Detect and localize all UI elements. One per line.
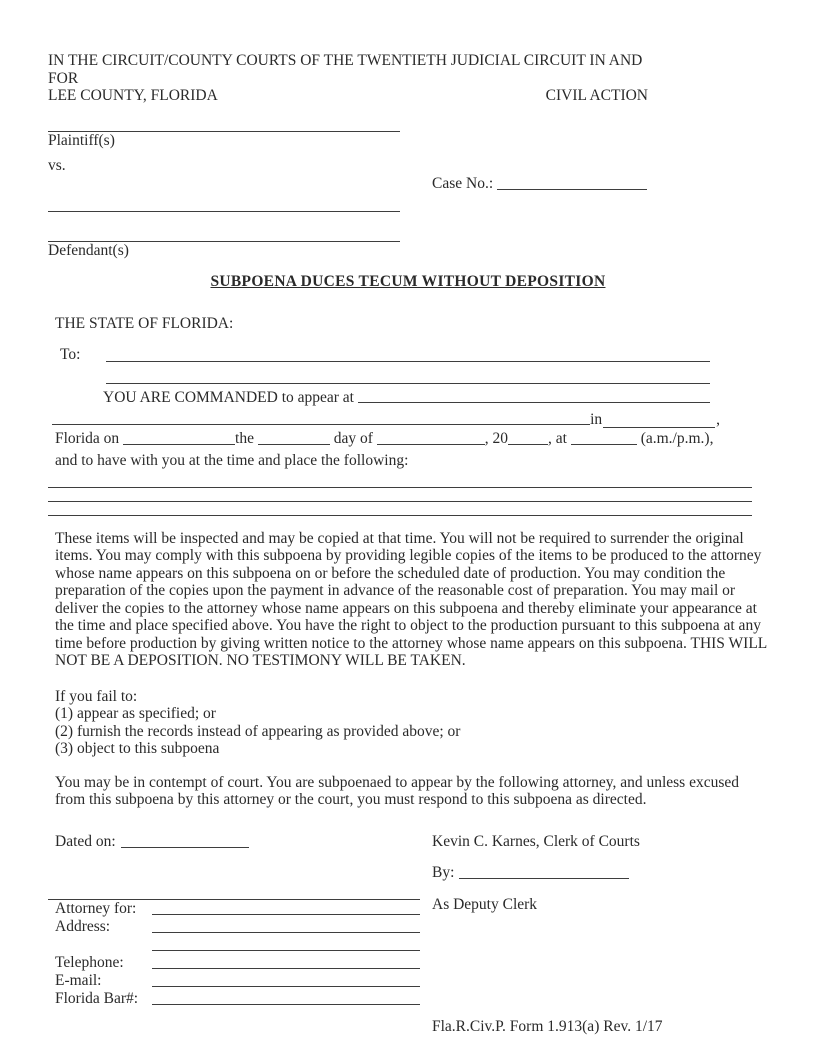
- signature-right-column: [432, 833, 768, 1008]
- to-recipient-field-2[interactable]: [106, 362, 710, 384]
- address-field-1[interactable]: [152, 918, 420, 933]
- to-recipient-lines: [106, 340, 710, 384]
- defendant-field-1[interactable]: [48, 211, 400, 212]
- fail-intro: If you fail to:: [55, 687, 138, 705]
- case-number-field[interactable]: [497, 177, 647, 190]
- dated-on-field[interactable]: [121, 835, 249, 848]
- address-row: [48, 918, 420, 936]
- location-continuation-row: [48, 406, 720, 428]
- items-list-field-2[interactable]: [48, 488, 752, 502]
- fail-item-3: (3) object to this subpoena: [55, 740, 220, 757]
- fail-item-1: (1) appear as specified; or: [55, 705, 216, 722]
- case-number-row: [432, 175, 768, 195]
- day-field[interactable]: [258, 432, 330, 445]
- items-list-field-1[interactable]: [48, 470, 752, 488]
- fail-section: [48, 688, 768, 758]
- day-of-text: day of: [333, 430, 373, 447]
- the-text: the: [235, 430, 254, 447]
- items-list-field-3[interactable]: [48, 502, 752, 516]
- weekday-field[interactable]: [123, 432, 235, 445]
- month-field[interactable]: [377, 432, 485, 445]
- florida-bar-field[interactable]: [152, 990, 420, 1005]
- appear-location-field[interactable]: [358, 384, 710, 403]
- at-text: , at: [548, 430, 567, 447]
- comma-text: ,: [716, 410, 720, 428]
- dated-on-row: [48, 833, 432, 853]
- signature-left-column: [48, 833, 432, 1008]
- defendant-label: Defendant(s): [48, 241, 129, 259]
- florida-on-text: Florida on: [55, 430, 120, 447]
- form-citation: Fla.R.Civ.P. Form 1.913(a) Rev. 1/17: [432, 1017, 663, 1035]
- attorney-for-label: Attorney for:: [55, 899, 137, 917]
- vs-label: vs.: [48, 157, 66, 174]
- time-field[interactable]: [571, 432, 637, 445]
- telephone-field[interactable]: [152, 954, 420, 969]
- contempt-paragraph: You may be in contempt of court. You are subpoenaed to appear by the following attorney, and unless excused from this subpoena by this attorney or the court, you must respond to this subpoena as directed.: [55, 773, 740, 808]
- plaintiff-label: Plaintiff(s): [48, 131, 115, 149]
- form-title: SUBPOENA DUCES TECUM WITHOUT DEPOSITION: [210, 273, 606, 290]
- location-continuation-field[interactable]: [52, 406, 590, 425]
- commanded-text: YOU ARE COMMANDED to appear at: [103, 388, 354, 406]
- city-field[interactable]: [603, 415, 715, 428]
- date-time-row: [48, 428, 768, 450]
- to-label: To:: [60, 346, 81, 363]
- court-title-line2: LEE COUNTY, FLORIDA: [48, 87, 218, 104]
- to-recipient-field-1[interactable]: [106, 340, 710, 362]
- year-field[interactable]: [508, 432, 548, 445]
- deputy-clerk-label: As Deputy Clerk: [432, 896, 538, 913]
- email-label: E-mail:: [55, 971, 102, 989]
- inspection-paragraph: These items will be inspected and may be copied at that time. You will not be required to surrender the original items. You may comply with this subpoena by providing legible copies of the items to be produced to the attorney whose name appears on this subpoena on or before the scheduled date of production. You may condition the preparation of the copies upon the payment in advance of the reasonable cost of preparation. You may mail or deliver the copies to the attorney whose name appears on this subpoena and thereby eliminate your appearance at the time and place specified above. You have the right to object to the production pursuant to this subpoena at any time before production by giving written notice to the attorney whose name appears on this subpoena. THIS WILL NOT BE A DEPOSITION. NO TESTIMONY WILL BE TAKEN.: [55, 529, 767, 669]
- have-with-you-line: and to have with you at the time and place the following:: [55, 452, 409, 469]
- florida-bar-label: Florida Bar#:: [55, 989, 139, 1007]
- fail-item-2: (2) furnish the records instead of appearing as provided above; or: [55, 722, 461, 740]
- am-pm-text: (a.m./p.m.),: [640, 430, 714, 447]
- telephone-label: Telephone:: [55, 953, 124, 971]
- signature-area: [48, 833, 768, 1008]
- attorney-for-row: [48, 900, 420, 918]
- case-number-label: Case No.:: [432, 174, 494, 192]
- florida-bar-row: [48, 990, 420, 1008]
- address-row-2: [48, 936, 420, 954]
- case-caption: [48, 131, 768, 260]
- commanded-row: [48, 384, 710, 406]
- state-of-florida-line: THE STATE OF FLORIDA:: [55, 314, 234, 332]
- address-label: Address:: [55, 917, 111, 935]
- to-section: [48, 340, 768, 384]
- telephone-row: [48, 954, 420, 972]
- email-row: [48, 972, 420, 990]
- by-label: By:: [432, 864, 455, 881]
- deputy-clerk-signature-field[interactable]: [459, 866, 629, 879]
- in-text: in: [590, 410, 603, 428]
- address-field-2[interactable]: [152, 936, 420, 951]
- civil-action-label: CIVIL ACTION: [545, 87, 648, 104]
- clerk-name: Kevin C. Karnes, Clerk of Courts: [432, 832, 640, 850]
- attorney-for-field[interactable]: [152, 900, 420, 915]
- court-header: [48, 52, 648, 105]
- court-title-row2: [48, 87, 648, 105]
- year-prefix-text: , 20: [484, 430, 509, 447]
- address-label-spacer: [55, 936, 148, 954]
- dated-on-label: Dated on:: [55, 832, 116, 850]
- email-field[interactable]: [152, 972, 420, 987]
- court-title-line1: IN THE CIRCUIT/COUNTY COURTS OF THE TWENTIETH JUDICIAL CIRCUIT IN AND FOR: [48, 52, 643, 87]
- by-row: [432, 864, 768, 884]
